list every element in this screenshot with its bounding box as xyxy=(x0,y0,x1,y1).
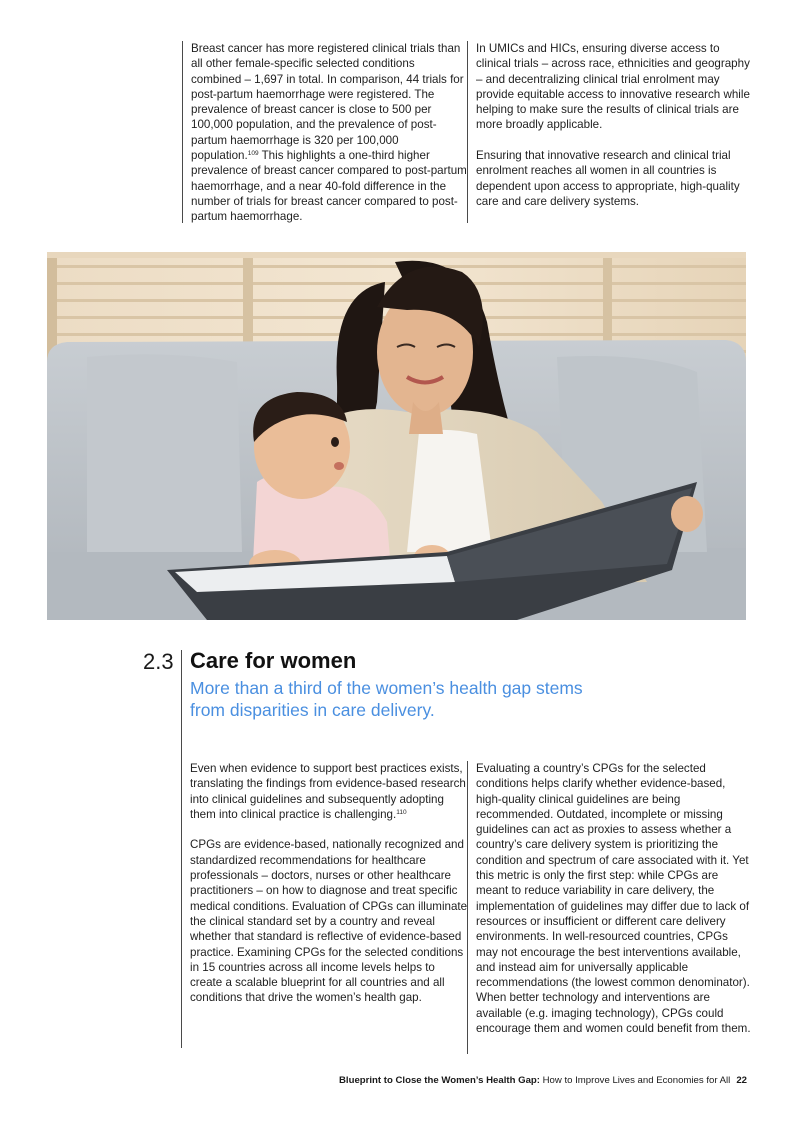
paragraph-text: Even when evidence to support best practices exists, translating the findings from evidence-based research into clinical guidelines and subsequently adopting them into clinical practice is challenging. xyxy=(190,762,466,821)
footer-subtitle: How to Improve Lives and Economies for All xyxy=(539,1075,731,1086)
footnote-ref[interactable]: 109 xyxy=(247,150,259,158)
paragraph: In UMICs and HICs, ensuring diverse access to clinical trials – across race, ethnicities and geography – and decentralizing clinical trial enrolment may provide equitable access to innovative research while helping to make sure the results of clinical trials are more broadly applicable. xyxy=(476,42,750,132)
paragraph-text-continued: This highlights a one-third higher prevalence of breast cancer compared to post-partum haemorrhage, and a near 40-fold difference in the number of trials for breast cancer compared to post-partum haemorrhage. xyxy=(191,149,467,224)
body-right-column xyxy=(467,761,752,1054)
paragraph: Evaluating a country’s CPGs for the selected conditions helps clarify whether evidence-based, high-quality clinical guidelines are being recommended. Outdated, incomplete or missing guidelines can act as proxies to assess whether a country’s care delivery system is prioritizing the condition and spectrum of care associated with it. Yet this metric is only the first step: while CPGs are meant to reduce variability in care delivery, the implementation of guidelines may differ due to lack of resources or insufficient or different care delivery environments. In well-resourced countries, CPGs may not encourage the best interventions available, and instead aim for universally applicable recommendations (the lowest common denominator). When better technology and interventions are available (e.g. imaging technology), CPGs could encourage them and women could benefit from them. xyxy=(476,762,751,1036)
mother-reading-book-to-baby-photo xyxy=(47,252,746,620)
paragraph xyxy=(191,41,468,225)
page-number: 22 xyxy=(736,1075,747,1086)
page-footer xyxy=(339,1074,747,1088)
footnote-ref[interactable]: 110 xyxy=(396,808,407,816)
paragraph-text: Breast cancer has more registered clinical trials than all other female-specific selected conditions combined – 1,697 in total. In comparison, 44 trials for post-partum haemorrhage were registered. The prevalence of breast cancer is close to 500 per 100,000 population, and the prevalence of post-partum haemorrhage is 320 per 100,000 population. xyxy=(191,42,464,163)
paragraph: CPGs are evidence-based, nationally recognized and standardized recommendations for healthcare professionals – doctors, nurses or other healthcare practitioners – on how to diagnose and treat specific medical conditions. Evaluation of CPGs can illuminate the clinical standard set by a country and reveal whether that standard is reflective of evidence-based practice. Examining CPGs for the selected conditions in 15 countries across all income levels helps to create a scalable blueprint for all countries and all conditions that drive the women’s health gap. xyxy=(190,838,468,1005)
top-left-column xyxy=(182,41,468,223)
top-right-column xyxy=(467,41,752,223)
section-title: Care for women xyxy=(190,648,357,673)
body-left-column xyxy=(182,761,468,1006)
paragraph xyxy=(190,761,468,822)
footer-title: Blueprint to Close the Women’s Health Gap: xyxy=(339,1075,540,1086)
section-number: 2.3 xyxy=(143,649,174,674)
paragraph: Ensuring that innovative research and clinical trial enrolment reaches all women in all countries is dependent upon access to appropriate, high-quality care and care delivery systems. xyxy=(476,149,740,208)
section-subtitle: More than a third of the women’s health gap stems from disparities in care delivery. xyxy=(190,678,583,720)
